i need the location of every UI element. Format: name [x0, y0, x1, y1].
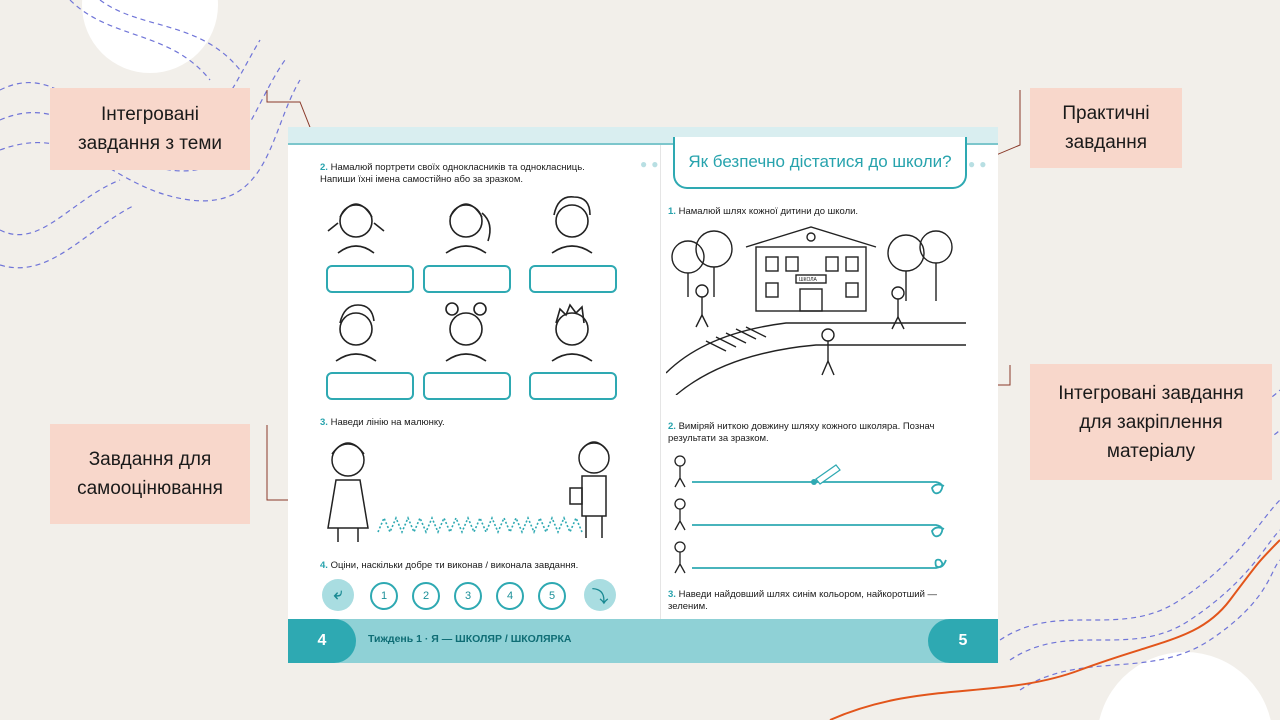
thumbs-down-icon[interactable]: ⤶: [322, 579, 354, 611]
road-edge: [676, 345, 966, 395]
rating-1[interactable]: 1: [370, 582, 398, 610]
page-number-right: 5: [928, 619, 998, 663]
thread-measure-lines: [666, 451, 966, 579]
trace-line-drawing: [318, 432, 628, 552]
task-text: Наведи найдовший шлях синім кольором, найкоротший — зеленим.: [668, 589, 938, 612]
rating-4[interactable]: 4: [496, 582, 524, 610]
road: [666, 323, 966, 373]
task-number: 2.: [320, 162, 328, 173]
workbook-spread: [288, 127, 998, 663]
thumbs-up-icon[interactable]: ⤵: [584, 579, 616, 611]
portrait-boy-spiky: [552, 305, 592, 361]
task-number: 3.: [668, 589, 676, 600]
label-integrated-reinforcement-tasks: Інтегровані завдання для закріплення матеріалу: [1030, 364, 1272, 480]
task-number: 3.: [320, 417, 328, 428]
right-task-1: [668, 206, 988, 218]
task-text: Наведи лінію на малюнку.: [330, 417, 445, 428]
portrait-boy-short: [336, 305, 376, 361]
label-practical-tasks: Практичні завдання: [1030, 88, 1182, 168]
name-box-5[interactable]: [423, 372, 511, 400]
school-sign: ШКОЛА: [799, 277, 817, 283]
rating-5[interactable]: 5: [538, 582, 566, 610]
task-text: Намалюй шлях кожної дитини до школи.: [678, 206, 859, 217]
name-box-1[interactable]: [326, 265, 414, 293]
label-integrated-theme-tasks: Інтегровані завдання з теми: [50, 88, 250, 170]
girl-figure: [328, 443, 368, 542]
title-dots-right: ●●: [968, 157, 991, 171]
left-task-3: [320, 417, 620, 429]
task-number: 2.: [668, 421, 676, 432]
name-box-6[interactable]: [529, 372, 617, 400]
boy-figure: [570, 442, 609, 538]
child-left: [696, 285, 708, 327]
dashed-trace-path[interactable]: [378, 518, 582, 532]
task-number: 1.: [668, 206, 676, 217]
page-title: Як безпечно дістатися до школи?: [673, 137, 967, 189]
bottom-circle-decoration: [1097, 652, 1273, 720]
small-children-figures: [675, 456, 685, 573]
name-box-3[interactable]: [529, 265, 617, 293]
title-dots-left: ●●: [640, 157, 663, 171]
top-circle-decoration: [82, 0, 218, 73]
left-task-2: [320, 162, 620, 186]
page-number-left: 4: [288, 619, 356, 663]
book-spine: [660, 145, 661, 619]
portrait-girl-ponytail: [446, 204, 490, 253]
left-task-4: [320, 560, 640, 572]
footer-week-title: Тиждень 1 · Я — ШКОЛЯР / ШКОЛЯРКА: [368, 633, 572, 645]
school-building: [746, 227, 876, 311]
portrait-boy-curly: [552, 197, 592, 253]
portrait-girl-pigtails: [328, 204, 384, 253]
label-self-assessment-tasks: Завдання для самооцінювання: [50, 424, 250, 524]
task-text: Намалюй портрети своїх однокласників та однокласниць. Напиши їхні імена самостійно або за зразком.: [320, 162, 585, 185]
measure-line-1[interactable]: [692, 482, 944, 493]
school-scene-illustration: [666, 223, 966, 395]
measure-line-2[interactable]: [692, 525, 944, 536]
portrait-girl-buns: [446, 303, 486, 361]
rating-2[interactable]: 2: [412, 582, 440, 610]
name-box-4[interactable]: [326, 372, 414, 400]
task-text: Оціни, наскільки добре ти виконав / виконала завдання.: [330, 560, 579, 571]
measure-line-3[interactable]: [692, 560, 946, 568]
crosswalk: [706, 327, 766, 351]
task-text: Виміряй ниткою довжину шляху кожного школяра. Познач результати за зразком.: [668, 421, 935, 444]
right-task-2: [668, 421, 968, 445]
name-box-2[interactable]: [423, 265, 511, 293]
child-center: [822, 329, 834, 375]
right-task-3: [668, 589, 968, 613]
rating-3[interactable]: 3: [454, 582, 482, 610]
task-number: 4.: [320, 560, 328, 571]
